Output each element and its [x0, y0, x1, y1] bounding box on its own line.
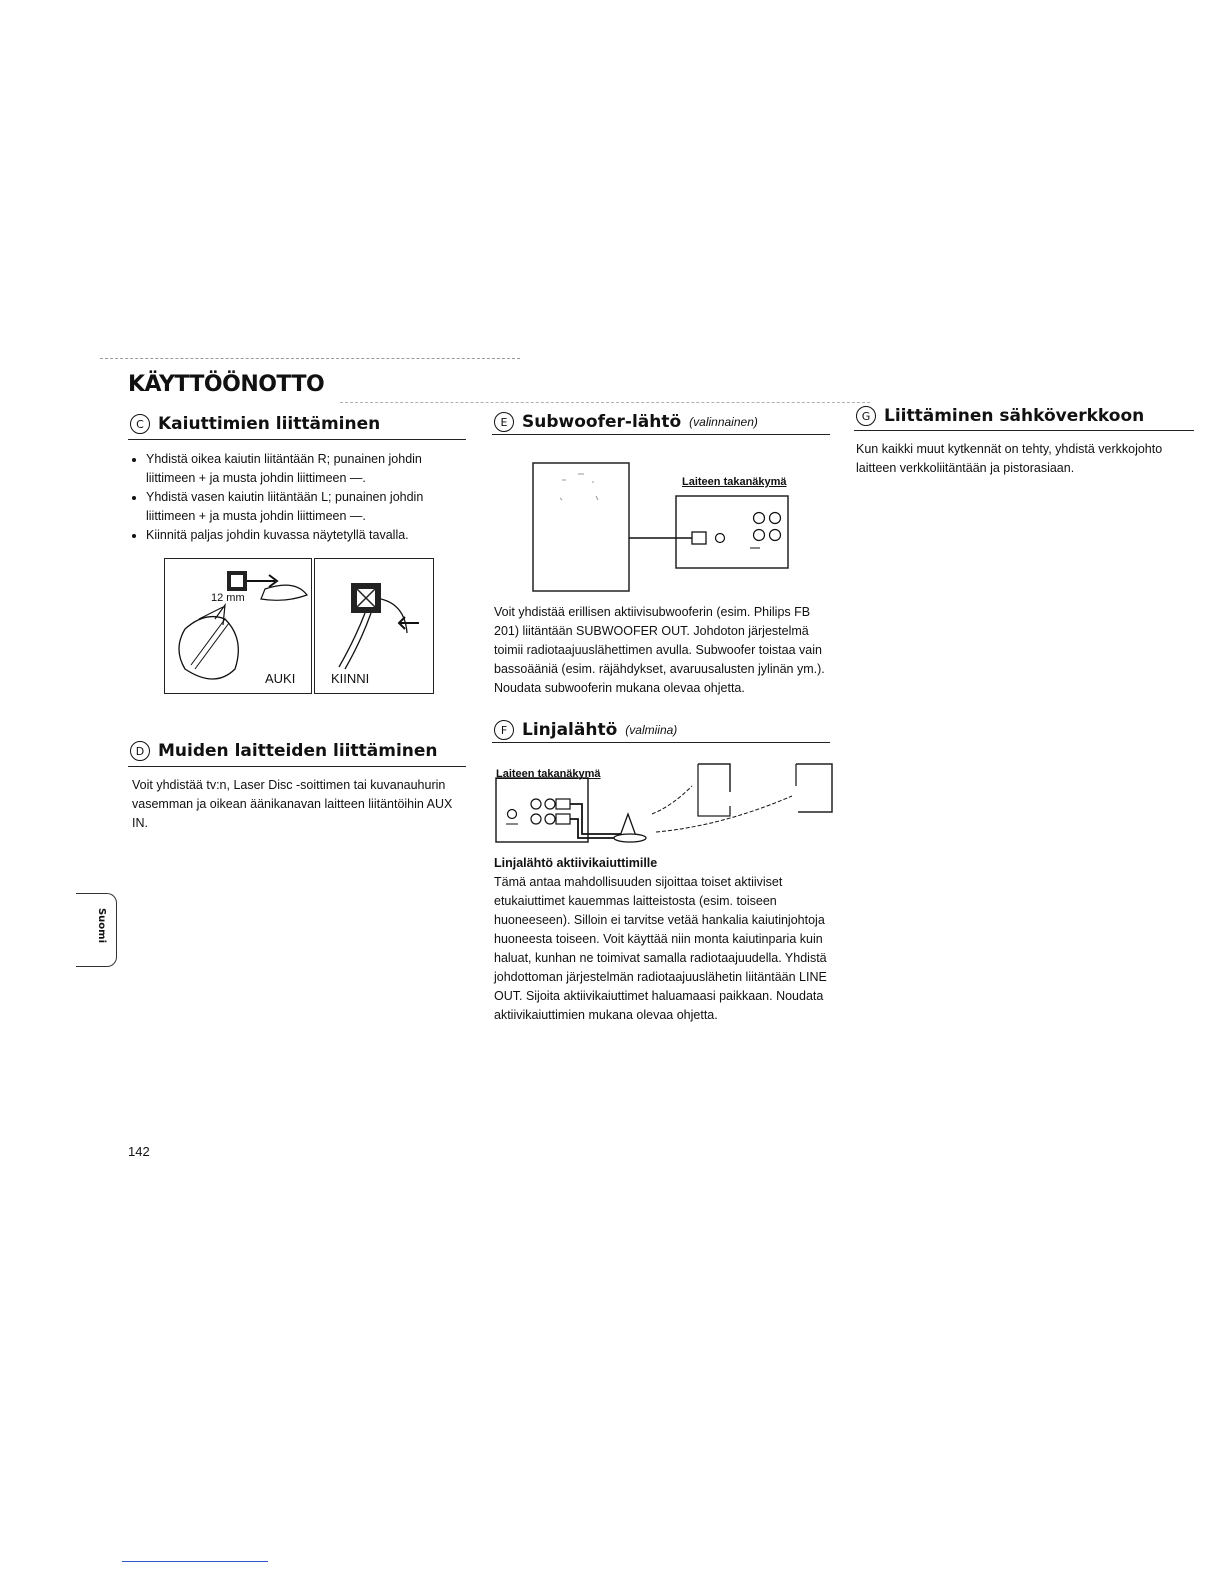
section-e-heading — [494, 412, 758, 432]
section-c-letter-icon: C — [130, 414, 150, 434]
section-e-rule — [492, 434, 830, 435]
figure-terminal-closed — [314, 558, 434, 694]
figure-subwoofer — [532, 462, 792, 592]
section-f-body: Tämä antaa mahdollisuuden sijoittaa toiset aktiiviset etukaiuttimet kauemmas laitteistosta (esim. toiseen huoneeseen). Silloin ei tarvitse vetää hankalia kaiutinjohtoja huoneesta toiseen. Voit käyttää niin monta kaiutinparia kuin haluat, kunhan ne toimivat samalla radiotaajuudella. Yhdistä johdottoman järjestelmän radiotaajuuslähetin liitäntään LINE OUT. Sijoita aktiivikaiuttimet haluamaasi paikkaan. Noudata aktiivikaiuttimien mukana olevaa ohjetta. — [494, 875, 827, 1022]
figure-terminal-open — [164, 558, 312, 694]
section-d-rule — [128, 766, 466, 767]
section-f-optional: (valmiina) — [625, 723, 678, 737]
label-open: AUKI — [265, 671, 296, 686]
language-side-tab — [76, 893, 117, 967]
section-d-heading — [130, 741, 438, 761]
section-e-letter-icon: E — [494, 412, 514, 432]
section-c-bullets — [132, 450, 462, 545]
section-c-title: Kaiuttimien liittäminen — [158, 414, 381, 434]
section-f-rule — [492, 742, 830, 743]
figure-line-out — [492, 756, 838, 848]
bullet-item: • Yhdistä oikea kaiutin liitäntään R; punainen johdin liittimeen + ja musta johdin liittimeen —. — [146, 450, 462, 488]
side-tab-label: Suomi — [96, 907, 108, 944]
footer-rule — [122, 1561, 268, 1562]
section-c-heading — [130, 414, 380, 434]
measure-label: 12 mm — [211, 592, 245, 604]
section-d-letter-icon: D — [130, 741, 150, 761]
section-e-title: Subwoofer-lähtö — [522, 412, 682, 432]
figure-f-label: Laiteen takanäkymä — [496, 768, 601, 780]
section-c-rule — [128, 439, 466, 440]
page-number: 142 — [128, 1144, 150, 1159]
section-g-title: Liittäminen sähköverkkoon — [884, 406, 1145, 426]
label-closed: KIINNI — [331, 671, 370, 686]
section-d-body: Voit yhdistää tv:n, Laser Disc -soittimen tai kuvanauhurin vasemman ja oikean äänikanavan laitteen liitäntöihin AUX IN. — [132, 778, 453, 830]
section-e-optional: (valinnainen) — [689, 415, 758, 429]
section-d-title: Muiden laitteiden liittäminen — [158, 741, 438, 761]
section-g-rule — [854, 430, 1194, 431]
bullet-item: • Yhdistä vasen kaiutin liitäntään L; punainen johdin liittimeen + ja musta johdin liittimeen —. — [146, 488, 462, 526]
section-f-letter-icon: F — [494, 720, 514, 740]
figure-e-label: Laiteen takanäkymä — [682, 476, 787, 488]
bullet-item: • Kiinnitä paljas johdin kuvassa näytetyllä tavalla. — [146, 526, 462, 545]
section-e-body: Voit yhdistää erillisen aktiivisubwooferin (esim. Philips FB 201) liitäntään SUBWOOFER OUT. Johdoton järjestelmä toimii radiotaajuuslähettimen avulla. Subwoofer toistaa vain bassoääniä (esim. räjähdykset, avaruusalusten jylinän ym.). Noudata subwooferin mukana olevaa ohjetta. — [494, 605, 825, 695]
section-g-heading — [856, 406, 1144, 426]
page-title: KÄYTTÖÖNOTTO — [128, 372, 325, 397]
section-f-title: Linjalähtö — [522, 720, 618, 740]
decorative-rule-top — [100, 358, 520, 359]
decorative-rule-mid — [340, 402, 870, 403]
section-f-heading — [494, 720, 677, 740]
section-g-body: Kun kaikki muut kytkennät on tehty, yhdistä verkkojohto laitteen verkkoliitäntään ja pistorasiaan. — [856, 442, 1163, 475]
section-g-letter-icon: G — [856, 406, 876, 426]
section-f-subheading: Linjalähtö aktiivikaiuttimille — [494, 856, 658, 870]
